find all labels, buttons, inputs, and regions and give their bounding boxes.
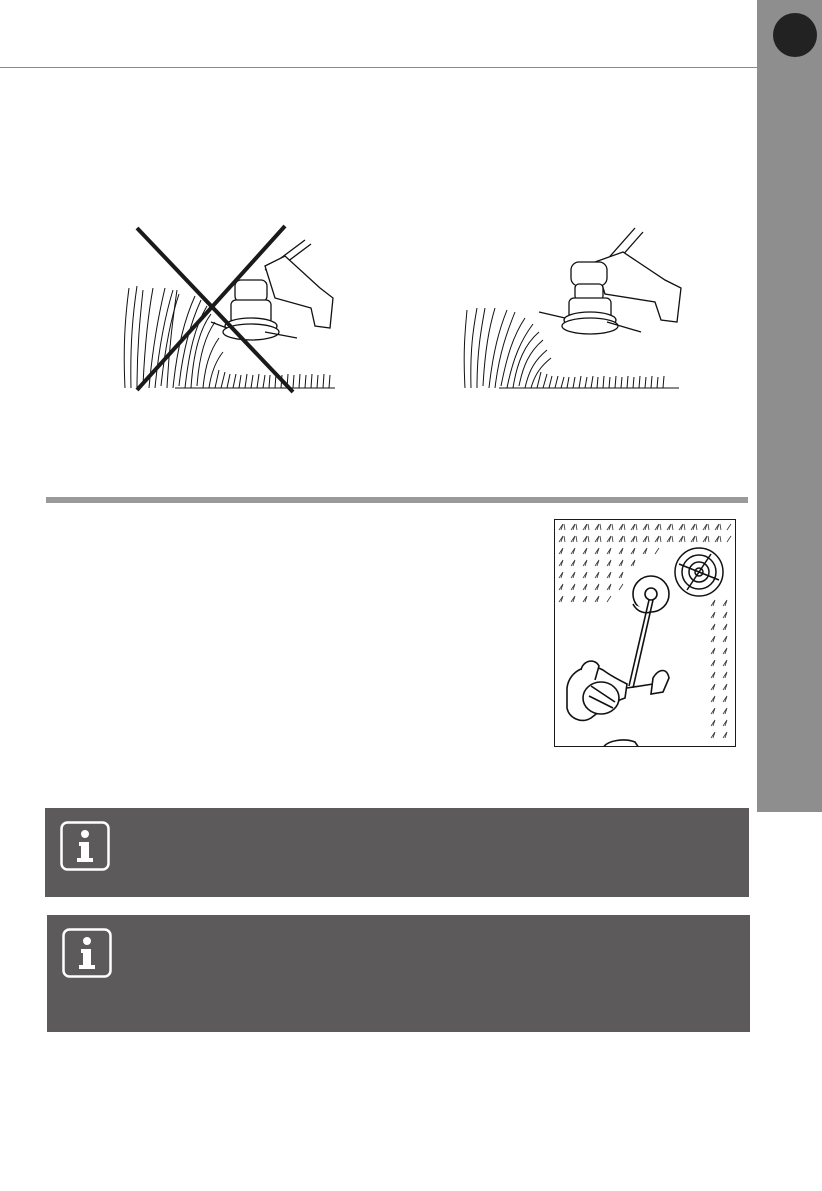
trimming-pattern-figure	[554, 519, 736, 747]
info-note	[47, 915, 750, 1032]
info-icon	[62, 928, 112, 978]
wrong-trimming-figure	[115, 218, 340, 396]
info-icon	[60, 821, 110, 871]
correct-trimming-figure	[455, 222, 685, 396]
info-note	[45, 808, 749, 897]
trimmer-illustration	[539, 228, 681, 334]
cut-spiral	[675, 548, 723, 596]
section-divider	[46, 497, 748, 503]
header-rule	[0, 67, 757, 68]
language-marker	[773, 13, 817, 57]
side-tab	[757, 0, 822, 812]
operator-illustration	[567, 576, 669, 747]
